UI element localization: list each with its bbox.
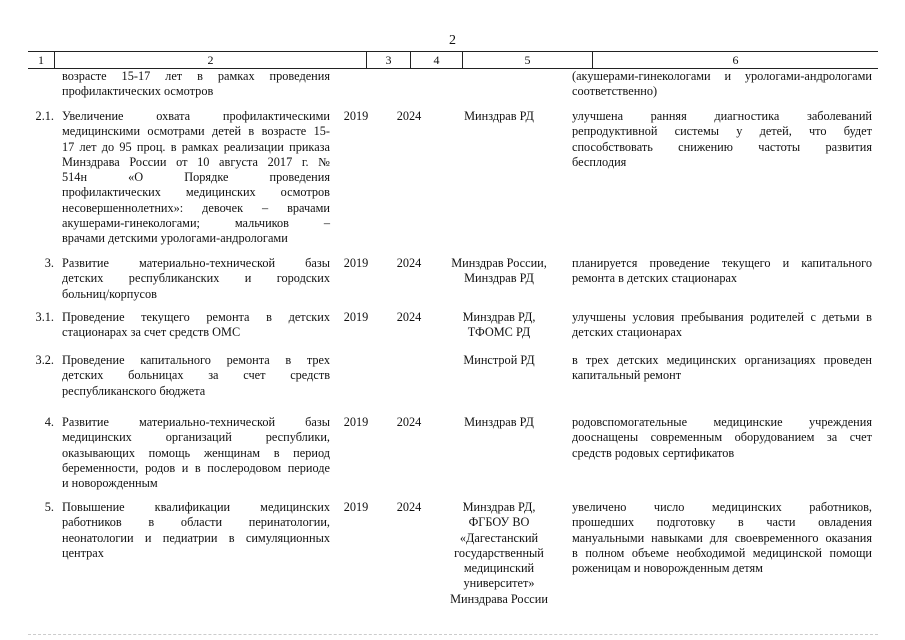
- expected-result-line: дооснащены современным оборудованием за счет: [572, 430, 872, 445]
- measure-name-line: стационарах за счет средств ОМС: [62, 325, 241, 340]
- measure-name-line: детских республиканских и городских: [62, 271, 330, 286]
- expected-result-line: репродуктивной системы у детей, что будет: [572, 124, 872, 139]
- measure-name-line: детских больницах за счет средств: [62, 368, 330, 383]
- expected-result-line: детских стационарах: [572, 325, 683, 340]
- row-number: 2.1.: [35, 109, 54, 123]
- measure-name-line: оказывающих помощь женщинам в период: [62, 445, 330, 460]
- expected-result-line: в полном объеме необходимой медицинской помощи: [572, 545, 872, 560]
- measure-name-line: Развитие материально-технической базы: [62, 256, 330, 270]
- expected-result-line: способствовать снижению частоты развития: [572, 139, 872, 154]
- expected-result-line: (акушерами-гинекологами и урологами-андрологами: [572, 69, 872, 83]
- expected-result-line: улучшена ранняя диагностика заболеваний: [572, 109, 872, 123]
- start-year: 2019: [343, 109, 369, 123]
- start-year: 2019: [343, 500, 369, 514]
- measure-name-line: профилактических медицинских осмотров: [62, 185, 330, 200]
- expected-result: [572, 256, 872, 287]
- header-col-3: 3: [366, 52, 410, 68]
- measure-name-line: несовершеннолетних»: девочек – врачами: [62, 200, 330, 215]
- expected-result: [572, 109, 872, 170]
- expected-result-line: роженицам и новорожденным детям: [572, 561, 763, 576]
- expected-result-line: мануальными навыками для своевременного оказания: [572, 530, 872, 545]
- expected-result-line: в трех детских медицинских организациях проведен: [572, 353, 872, 367]
- measure-name-line: Увеличение охвата профилактическими: [62, 109, 330, 123]
- measure-name-line: больниц/корпусов: [62, 286, 157, 301]
- measure-name-line: республиканского бюджета: [62, 383, 206, 398]
- executor-line: государственный: [454, 545, 544, 560]
- expected-result-line: прошедших подготовку в части овладения: [572, 515, 872, 530]
- measure-name: [62, 69, 330, 100]
- page-bottom-edge: [28, 634, 878, 635]
- start-year: 2019: [343, 310, 369, 324]
- start-year: 2019: [343, 256, 369, 270]
- end-year: 2024: [396, 500, 422, 514]
- measure-name: [62, 500, 330, 561]
- executor-line: Минстрой РД: [463, 353, 535, 367]
- expected-result-line: бесплодия: [572, 154, 627, 169]
- row-number: 3.1.: [35, 310, 54, 324]
- expected-result-line: улучшены условия пребывания родителей с детьми в: [572, 310, 872, 324]
- executor: [440, 353, 558, 368]
- executor-line: Минздрав РД,: [462, 310, 536, 324]
- row-number: 5.: [44, 500, 54, 514]
- executor-line: медицинский: [463, 561, 535, 576]
- measure-name-line: врачами детскими урологами-андрологами: [62, 231, 288, 246]
- executor-line: ТФОМС РД: [467, 325, 531, 340]
- expected-result-line: средств родовых сертификатов: [572, 445, 735, 460]
- header-col-6: 6: [592, 52, 878, 68]
- executor-line: Минздрав РД: [464, 271, 534, 286]
- executor-line: Минздрав России,: [451, 256, 547, 270]
- header-col-5: 5: [462, 52, 592, 68]
- measure-name-line: работников в области перинатологии,: [62, 515, 330, 530]
- measure-name-line: медицинскими осмотрами детей в возрасте 15-: [62, 124, 330, 139]
- row-number: 3.2.: [35, 353, 54, 367]
- measure-name-line: центрах: [62, 545, 104, 560]
- header-col-4: 4: [410, 52, 462, 68]
- measure-name: [62, 310, 330, 341]
- row-number: 3.: [44, 256, 54, 270]
- measure-name-line: Развитие материально-технической базы: [62, 415, 330, 429]
- executor-line: университет»: [463, 576, 535, 591]
- expected-result: [572, 500, 872, 576]
- start-year: 2019: [343, 415, 369, 429]
- measure-name-line: Проведение капитального ремонта в трех: [62, 353, 330, 367]
- expected-result: [572, 69, 872, 100]
- measure-name-line: 17 лет до 95 проц. в рамках реализации приказа: [62, 139, 330, 154]
- executor-line: «Дагестанский: [459, 530, 539, 545]
- executor: [440, 310, 558, 341]
- expected-result-line: соответственно): [572, 84, 658, 99]
- header-col-1: 1: [38, 53, 44, 67]
- expected-result-line: увеличено число медицинских работников,: [572, 500, 872, 514]
- page-number: 2: [449, 33, 456, 48]
- executor: [440, 415, 558, 430]
- executor-line: Минздрав РД: [464, 415, 534, 429]
- executor-line: Минздрав РД: [464, 109, 534, 123]
- executor: [440, 500, 558, 607]
- expected-result-line: планируется проведение текущего и капитального: [572, 256, 872, 270]
- measure-name-line: беременности, родов и в послеродовом периоде: [62, 460, 330, 475]
- executor-line: Минздрав РД,: [462, 500, 536, 514]
- measure-name-line: Повышение квалификации медицинских: [62, 500, 330, 514]
- executor-line: ФГБОУ ВО: [468, 515, 530, 530]
- measure-name: [62, 256, 330, 302]
- end-year: 2024: [396, 310, 422, 324]
- expected-result: [572, 353, 872, 384]
- expected-result-line: капитальный ремонт: [572, 368, 682, 383]
- measure-name: [62, 109, 330, 247]
- measure-name-line: Проведение текущего ремонта в детских: [62, 310, 330, 324]
- header-col-2: 2: [54, 52, 366, 68]
- measure-name: [62, 415, 330, 491]
- end-year: 2024: [396, 109, 422, 123]
- measure-name: [62, 353, 330, 399]
- executor: [440, 109, 558, 124]
- expected-result-line: ремонта в детских стационарах: [572, 271, 738, 286]
- measure-name-line: акушерами-гинекологами; мальчиков –: [62, 216, 330, 231]
- measure-name-line: профилактических осмотров: [62, 84, 214, 99]
- measure-name-line: возрасте 15-17 лет в рамках проведения: [62, 69, 330, 83]
- row-number: 4.: [44, 415, 54, 429]
- executor-line: Минздрава России: [450, 591, 548, 606]
- expected-result-line: родовспомогательные медицинские учреждения: [572, 415, 872, 429]
- measure-name-line: неонатологии и педиатрии в симуляционных: [62, 530, 330, 545]
- expected-result: [572, 310, 872, 341]
- measure-name-line: Минздрава России от 10 августа 2017 г. №: [62, 154, 330, 169]
- expected-result: [572, 415, 872, 461]
- end-year: 2024: [396, 256, 422, 270]
- measure-name-line: 514н «О Порядке проведения: [62, 170, 330, 185]
- measure-name-line: медицинских организаций республики,: [62, 430, 330, 445]
- executor: [440, 256, 558, 287]
- end-year: 2024: [396, 415, 422, 429]
- measure-name-line: и новорожденным: [62, 476, 158, 491]
